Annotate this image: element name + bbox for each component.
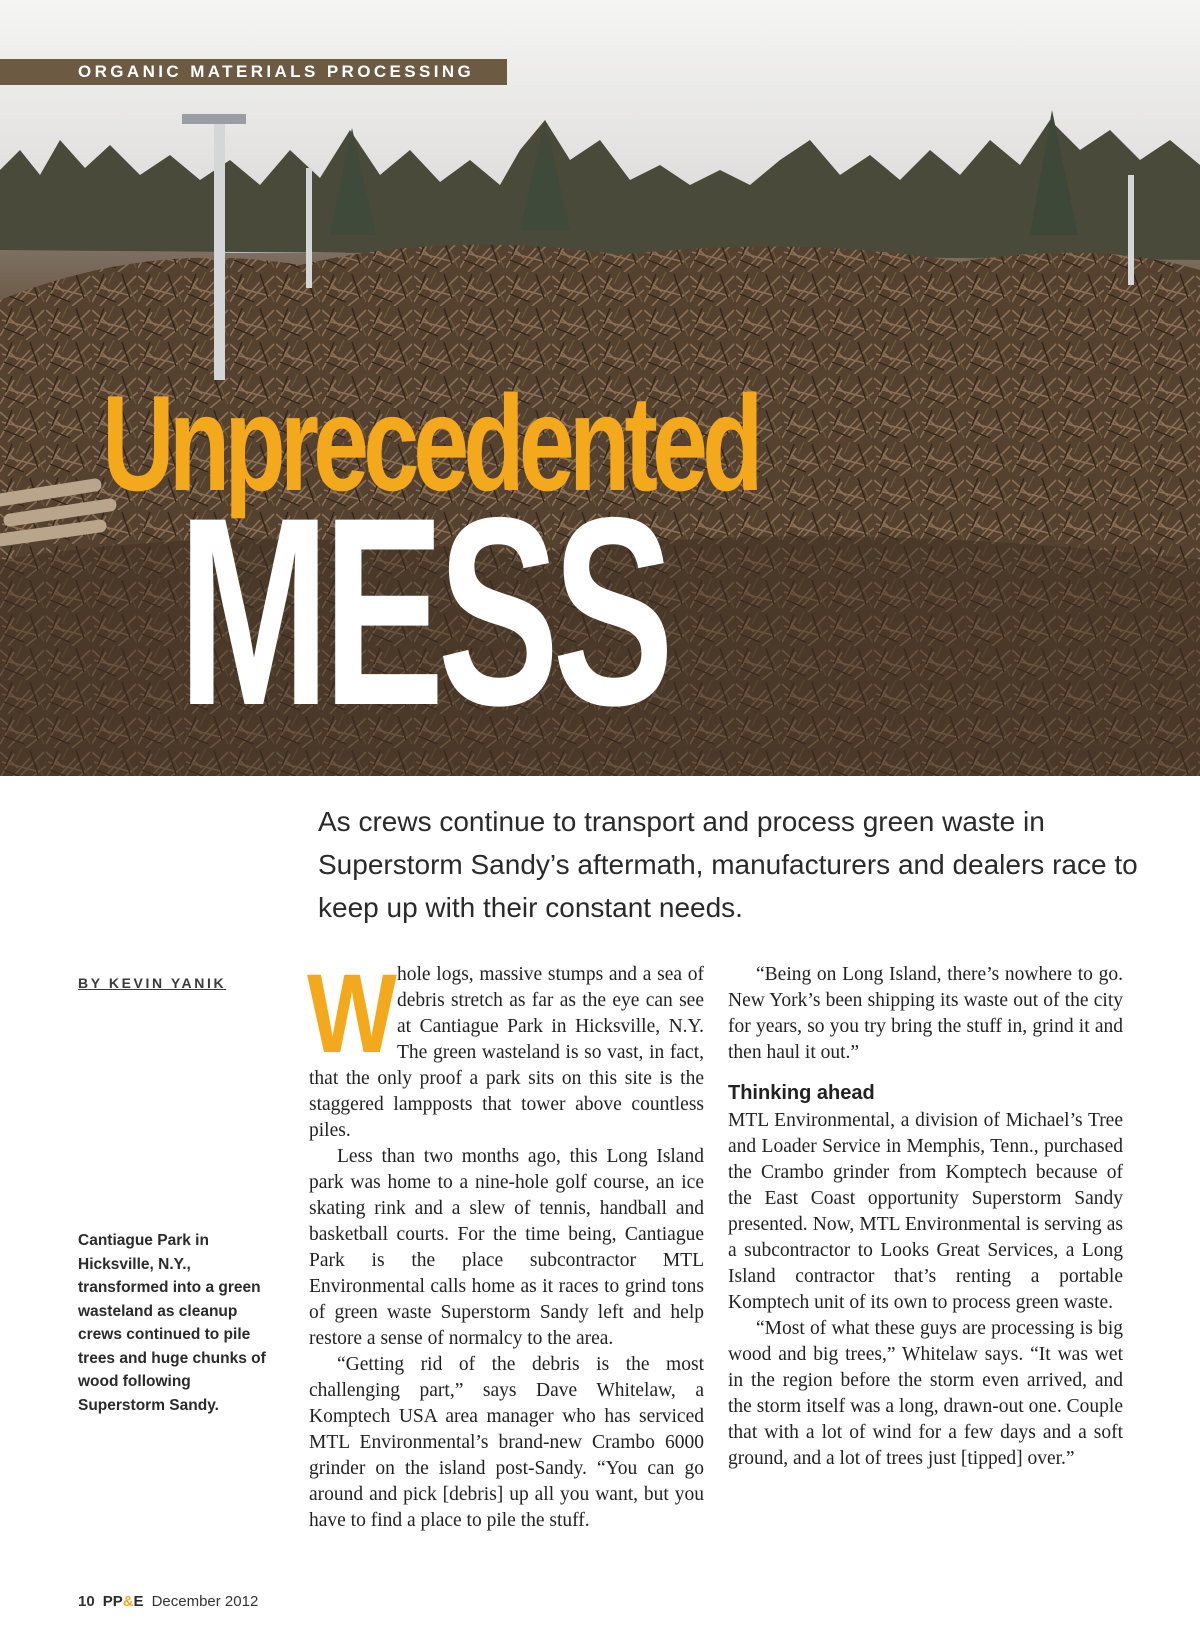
page-number: 10 bbox=[78, 1593, 95, 1610]
photo-caption: Cantiague Park in Hicksville, N.Y., transformed into a green wasteland as cleanup crews continued to pile trees and huge chunks of wood following Superstorm Sandy. bbox=[78, 1232, 266, 1414]
body-paragraph: “Being on Long Island, there’s nowhere to go. New York’s been shipping its waste out of the city for years, so you try bring the stuff in, grind it and then haul it out.” bbox=[728, 964, 1123, 1063]
body-column-1 bbox=[307, 951, 704, 1534]
body-paragraph: Less than two months ago, this Long Island park was home to a nine-hole golf course, an ice skating rink and a slew of tennis, handball and basketball courts. For the time being, Cantiague Park is the place subcontractor MTL Environmental calls home as it races to grind tons of green waste Superstorm Sandy left and help restore a sense of normalcy to the area. bbox=[309, 1146, 704, 1349]
issue-date: December 2012 bbox=[151, 1593, 259, 1610]
hero-photo bbox=[0, 0, 1200, 776]
headline-line2: MESS bbox=[178, 461, 668, 761]
publication-logo: PP&E bbox=[102, 1593, 144, 1610]
headline-line1: Unprecedented bbox=[102, 367, 758, 519]
body-paragraph: MTL Environmental, a division of Michael’s Tree and Loader Service in Memphis, Tenn., purchased the Crambo grinder from Komptech because of the East Coast opportunity Superstorm Sandy presented. Now, MTL Environmental is serving as a subcontractor to Looks Great Services, a Long Island contractor that’s renting a portable Komptech unit of its own to process green waste. bbox=[728, 1110, 1123, 1313]
byline: BY KEVIN YANIK bbox=[78, 975, 227, 991]
subhead: Thinking ahead bbox=[728, 1082, 875, 1104]
body-paragraph bbox=[307, 951, 704, 1144]
body-column-2 bbox=[728, 962, 1123, 1472]
page-folio bbox=[78, 1593, 258, 1610]
deck: As crews continue to transport and process green waste in Superstorm Sandy’s aftermath, manufacturers and dealers race to keep up with their constant needs. bbox=[318, 806, 1138, 923]
lamppost bbox=[214, 120, 225, 380]
body-paragraph: “Most of what these guys are processing is big wood and big trees,” Whitelaw says. “It was wet in the region before the storm even arrived, and the storm itself was a long, drawn-out one. Couple that with a lot of wind for a few days and a soft ground, and a lot of trees just [tipped] over.” bbox=[728, 1318, 1123, 1469]
section-tag: ORGANIC MATERIALS PROCESSING bbox=[0, 59, 507, 85]
body-paragraph: “Getting rid of the debris is the most challenging part,” says Dave Whitelaw, a Komptech USA area manager who has serviced MTL Environmental’s brand-new Crambo 6000 grinder on the island post-Sandy. “You can go around and pick [debris] up all you want, but you have to find a place to pile the stuff. bbox=[309, 1354, 704, 1531]
drop-cap: W bbox=[307, 951, 397, 1076]
body-text: hole logs, massive stumps and a sea of debris stretch as far as the eye can see at Cantiague Park in Hicksville, N.Y. The green wasteland is so vast, in fact, that the only proof a park sits on this site is the staggered lampposts that tower above countless piles. bbox=[309, 964, 704, 1141]
